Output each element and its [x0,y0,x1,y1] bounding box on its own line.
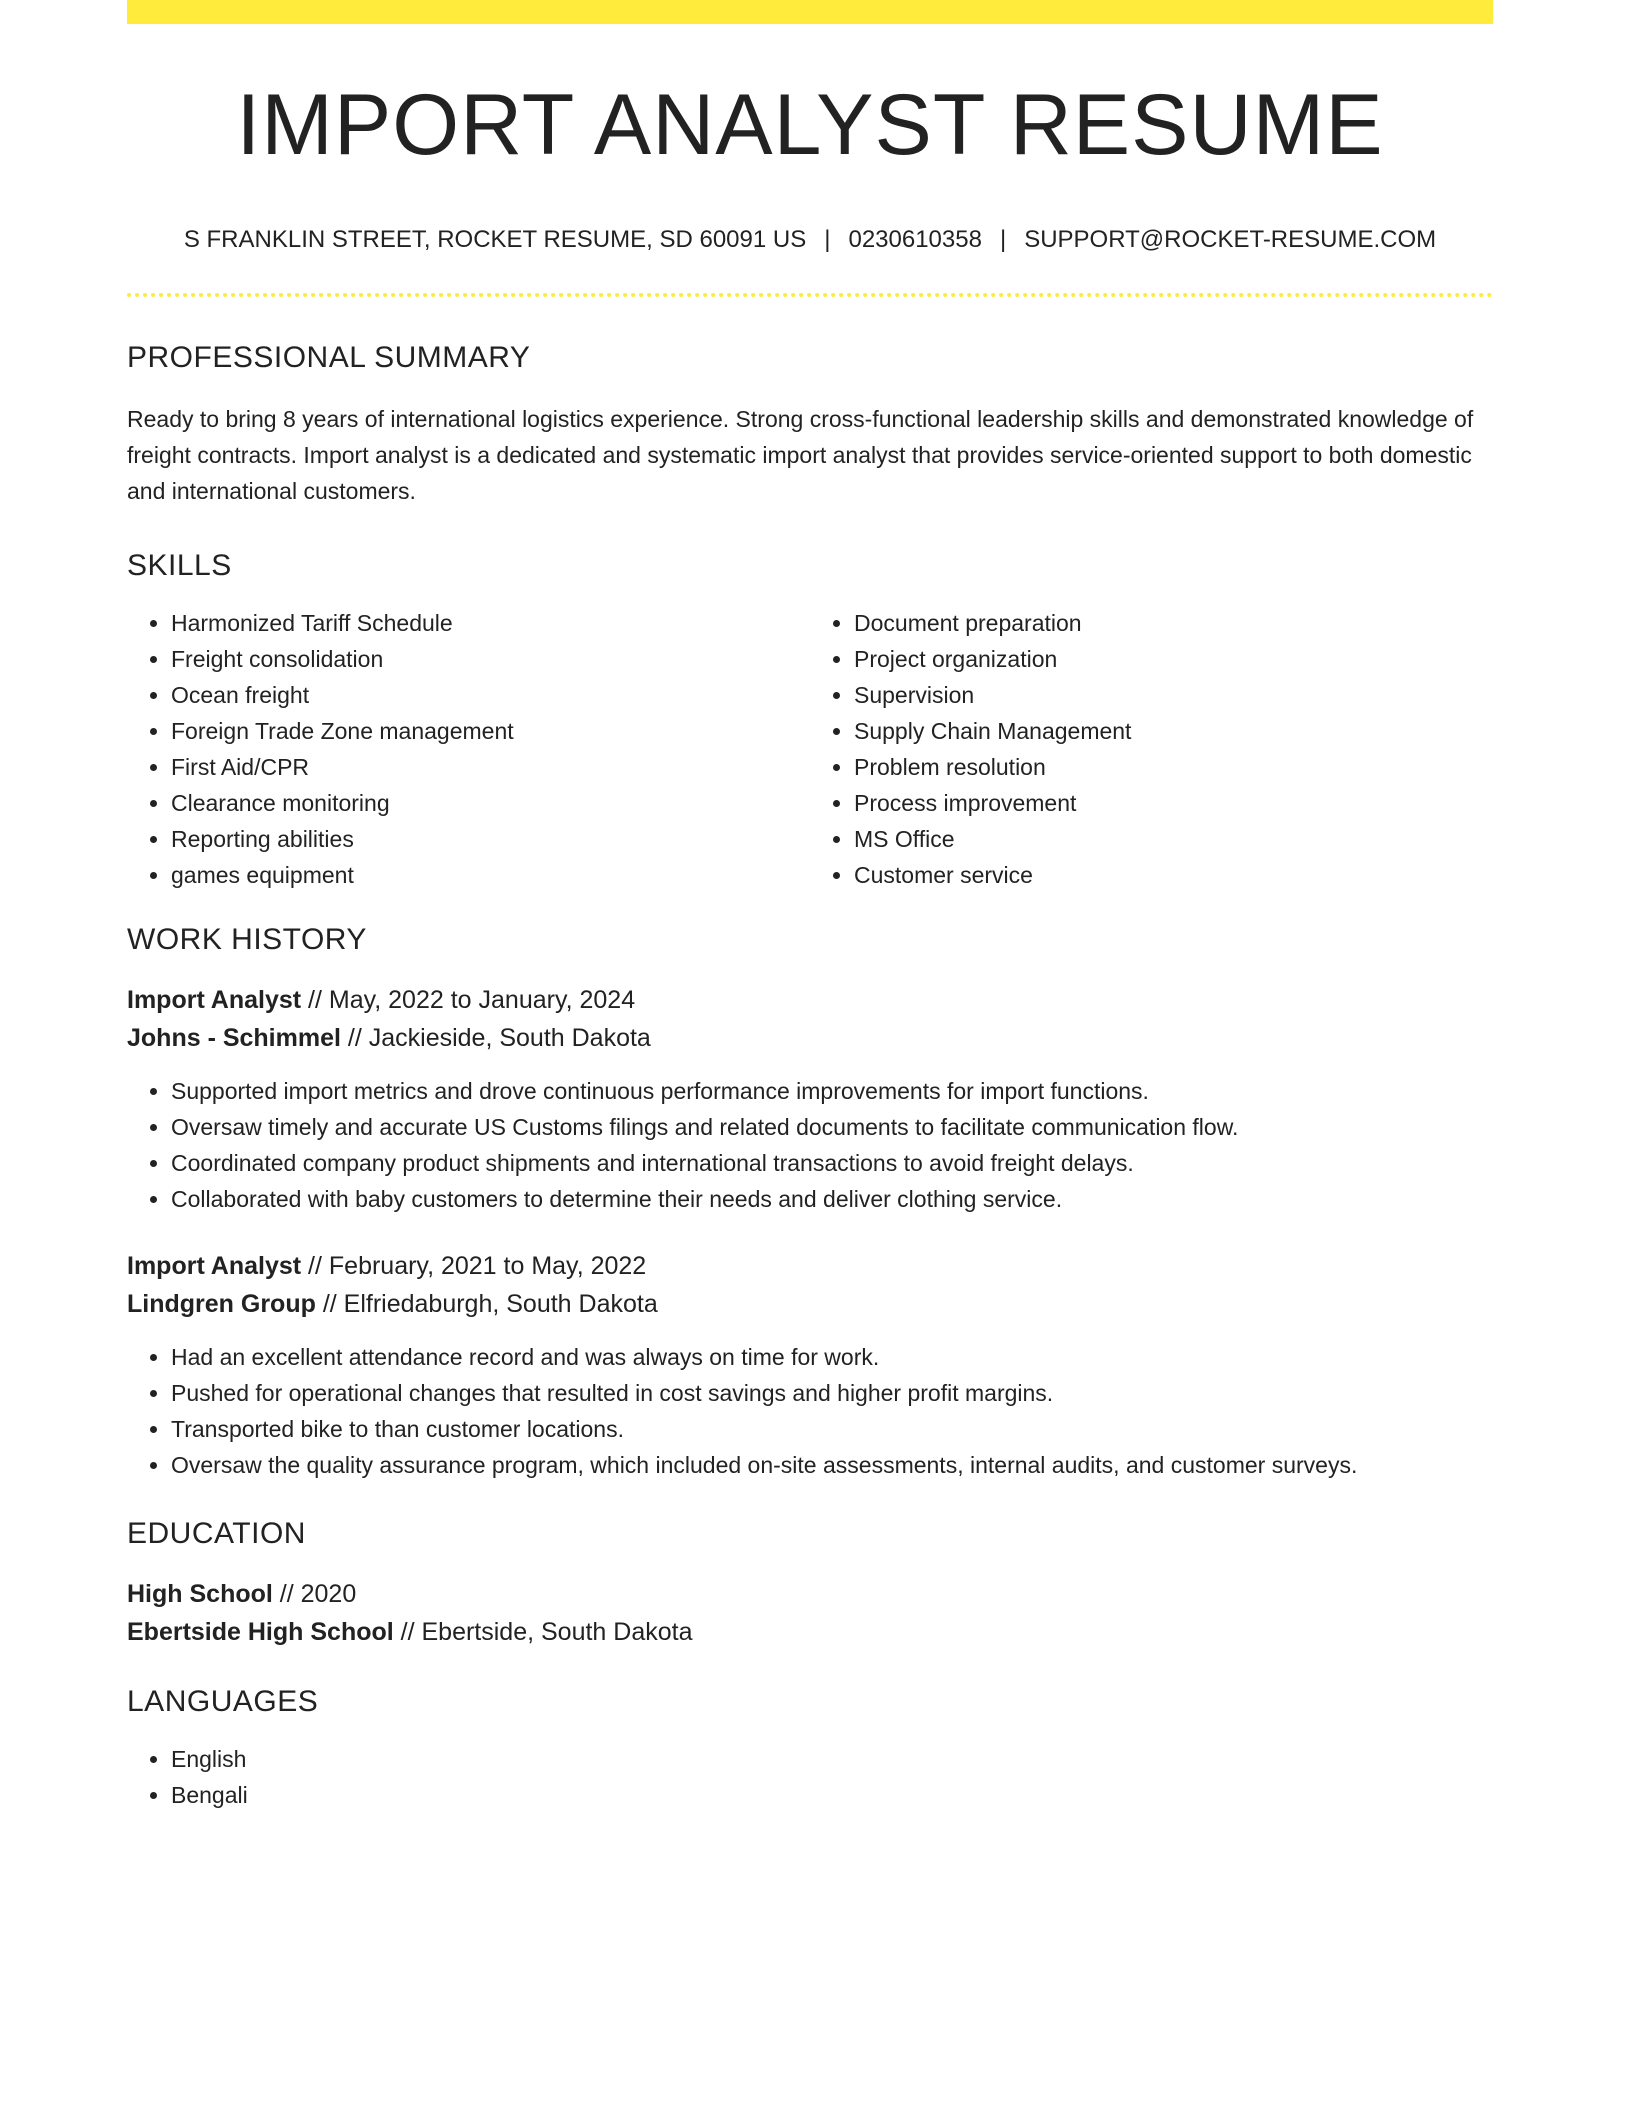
skill-item: • Project organization [854,641,1493,677]
job-location: // Jackieside, South Dakota [340,1023,651,1052]
job-dates: // February, 2021 to May, 2022 [301,1251,647,1280]
languages-heading: LANGUAGES [127,1684,319,1718]
education-school: Ebertside High School [127,1617,394,1646]
job-bullet: • Oversaw timely and accurate US Customs filings and related documents to facilitate communication flow. [171,1109,1493,1145]
skill-item: • Reporting abilities [171,821,810,857]
skill-item: • Harmonized Tariff Schedule [171,605,810,641]
dotted-divider [127,293,1493,297]
resume-page [127,0,1493,1813]
skills-columns [127,605,1493,893]
job-bullet: • Supported import metrics and drove continuous performance improvements for import functions. [171,1073,1493,1109]
skills-list-left [127,605,810,893]
job-location: // Elfriedaburgh, South Dakota [315,1289,658,1318]
job-bullet: • Coordinated company product shipments and international transactions to avoid freight delays. [171,1145,1493,1181]
job-dates: // May, 2022 to January, 2024 [301,985,636,1014]
job-company-line [127,1285,1493,1323]
job-title-line [127,981,1493,1019]
job-title: Import Analyst [127,1251,302,1280]
skill-item: • MS Office [854,821,1493,857]
contact-email: SUPPORT@ROCKET-RESUME.COM [1024,226,1437,253]
language-item: • English [171,1741,1493,1777]
skill-item: • Ocean freight [171,677,810,713]
education-degree-line [127,1575,1493,1613]
job-bullet: • Transported bike to than customer locations. [171,1411,1493,1447]
job-bullet: • Pushed for operational changes that resulted in cost savings and higher profit margins. [171,1375,1493,1411]
skill-item: • Supply Chain Management [854,713,1493,749]
skill-item: • First Aid/CPR [171,749,810,785]
education-location: // Ebertside, South Dakota [393,1617,693,1646]
language-item: • Bengali [171,1777,1493,1813]
resume-title: IMPORT ANALYST RESUME [236,77,1384,173]
skill-item: • Freight consolidation [171,641,810,677]
skill-item: • Supervision [854,677,1493,713]
languages-list [127,1741,1493,1813]
skills-heading: SKILLS [127,548,232,582]
work-history-heading: WORK HISTORY [127,922,367,956]
contact-address: S FRANKLIN STREET, ROCKET RESUME, SD 60091 US [183,226,807,253]
skills-list-right [810,605,1493,893]
education-degree: High School [127,1579,273,1608]
skill-item: • Foreign Trade Zone management [171,713,810,749]
summary-text: Ready to bring 8 years of international logistics experience. Strong cross-functional leadership skills and demonstrated knowledge of freight contracts. Import analyst is a dedicated and systematic import analyst that provides service-oriented support to both domestic and international customers. [127,405,1474,504]
education-school-line [127,1613,1493,1651]
skill-item: • Process improvement [854,785,1493,821]
skill-item: • Customer service [854,857,1493,893]
skill-item: • Clearance monitoring [171,785,810,821]
job-bullets [127,1339,1493,1483]
contact-separator: | [824,226,831,253]
accent-top-bar [127,0,1493,24]
contact-line [127,226,1493,255]
skill-item: • Problem resolution [854,749,1493,785]
skill-item: • games equipment [171,857,810,893]
summary-heading: PROFESSIONAL SUMMARY [127,340,531,374]
job-bullets [127,1073,1493,1217]
contact-separator: | [999,226,1007,253]
contact-phone: 0230610358 [848,226,982,253]
education-year: // 2020 [272,1579,357,1608]
job-company-line [127,1019,1493,1057]
job-title: Import Analyst [127,985,302,1014]
job-bullet: • Oversaw the quality assurance program, which included on-site assessments, internal audits, and customer surveys. [171,1447,1493,1483]
education-heading: EDUCATION [127,1516,306,1550]
job-bullet: • Collaborated with baby customers to determine their needs and deliver clothing service. [171,1181,1493,1217]
job-company: Lindgren Group [127,1289,316,1318]
job-company: Johns - Schimmel [127,1023,341,1052]
job-title-line [127,1247,1493,1285]
job-bullet: • Had an excellent attendance record and was always on time for work. [171,1339,1493,1375]
skill-item: • Document preparation [854,605,1493,641]
